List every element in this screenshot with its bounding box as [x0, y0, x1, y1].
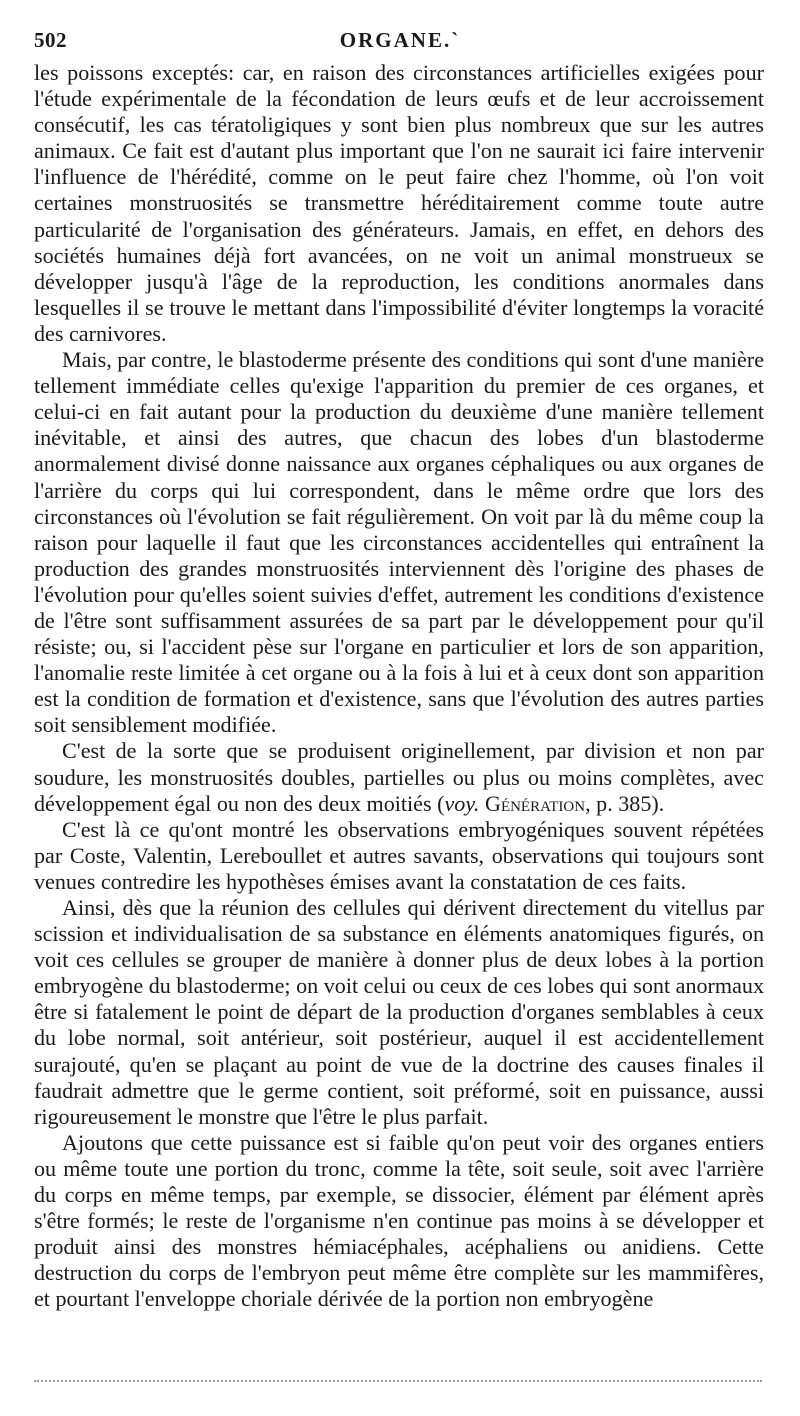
reference-voy: voy. [444, 790, 480, 816]
footer-dotted-rule [34, 1380, 762, 1382]
paragraph-5: Ainsi, dès que la réunion des cellules qui dérivent directement du vitellus par scission et individualisation de sa substance en éléments anatomiques figurés, on voit ces cellules se grouper de manière à donner plus de deux lobes à la portion embryogène du blastoderme; on voit celui ou ceux de ces lobes qui sont anormaux être si fatalement le point de départ de la production d'organes semblables à ceux du lobe normal, soit antérieur, soit postérieur, auquel il est accidentellement surajouté, qu'en se plaçant au point de vue de la doctrine des causes finales il faudrait admettre que le germe contient, soit préformé, soit en puissance, aussi rigoureusement le monstre que l'être le plus parfait. [34, 895, 764, 1129]
paragraph-6: Ajoutons que cette puissance est si faible qu'on peut voir des organes entiers ou même toute une portion du tronc, comme la tête, soit seule, soit avec l'arrière du corps en même temps, par exemple, se dissocier, élément par élément après s'être formés; le reste de l'organisme n'en continue pas moins à se développer et produit ainsi des monstres hémiacéphales, acéphaliens ou anidiens. Cette destruction du corps de l'embryon peut même être complète sur les mammifères, et pourtant l'enveloppe choriale dérivée de la portion non embryogène [34, 1129, 764, 1312]
reference-term: Génération [484, 790, 586, 816]
paragraph-3 [34, 738, 764, 816]
paragraph-3-text: C'est de la sorte que se produisent originellement, par division et non par soudure, les monstruosités doubles, partielles ou plus ou moins complètes, avec développement égal ou non des deux moitiés ( [34, 738, 764, 816]
page-header [34, 28, 766, 58]
paragraph-1: les poissons exceptés: car, en raison des circonstances artificielles exigées pour l'étude expérimentale de la fécondation de leurs œufs et de leur accroissement consécutif, les cas tératoligiques y sont bien plus nombreux que sur les autres animaux. Ce fait est d'autant plus important que l'on ne saurait ici faire intervenir l'influence de l'hérédité, comme on le peut faire chez l'homme, où l'on voit certaines monstruosités se transmettre héréditairement comme toute autre particularité de l'organisation des générateurs. Jamais, en effet, en dehors des sociétés humaines déjà fort avancées, on ne voit un animal monstrueux se développer jusqu'à l'âge de la reproduction, les conditions anormales dans lesquelles il se trouve le mettant dans l'impossibilité d'éviter longtemps la voracité des carnivores. [34, 60, 764, 346]
running-title: ORGANE.` [339, 28, 461, 52]
body-text [34, 60, 764, 1313]
paragraph-4: C'est là ce qu'ont montré les observations embryogéniques souvent répétées par Coste, Valentin, Lereboullet et autres savants, observations qui toujours sont venues contredire les hypothèses émises avant la constatation de ces faits. [34, 816, 764, 894]
paragraph-2: Mais, par contre, le blastoderme présente des conditions qui sont d'une manière tellement immédiate celles qu'exige l'apparition du premier de ces organes, et celui-ci en fait autant pour la production du deuxième d'une manière tellement inévitable, et ainsi des autres, que chacun des lobes d'un blastoderme anormalement divisé donne naissance aux organes céphaliques ou aux organes de l'arrière du corps qui lui correspondent, dans le même ordre que lors des circonstances où l'évolution se fait régulièrement. On voit par là du même coup la raison pour laquelle il faut que les circonstances accidentelles qui entraînent la production des grandes monstruosités interviennent dès l'origine des phases de l'évolution pour qu'elles soient suivies d'effet, autrement les conditions d'existence de l'être sont suffisamment assurées de sa part par le développement pour qu'il résiste; ou, si l'accident pèse sur l'organe en particulier et lors de son apparition, l'anomalie reste limitée à cet organe ou à la fois à lui et à ceux dont son apparition est la condition de formation et d'existence, sans que l'évolution des autres parties soit sensiblement modifiée. [34, 347, 764, 738]
reference-page: , p. 385). [585, 790, 665, 816]
page-number: 502 [34, 28, 67, 52]
